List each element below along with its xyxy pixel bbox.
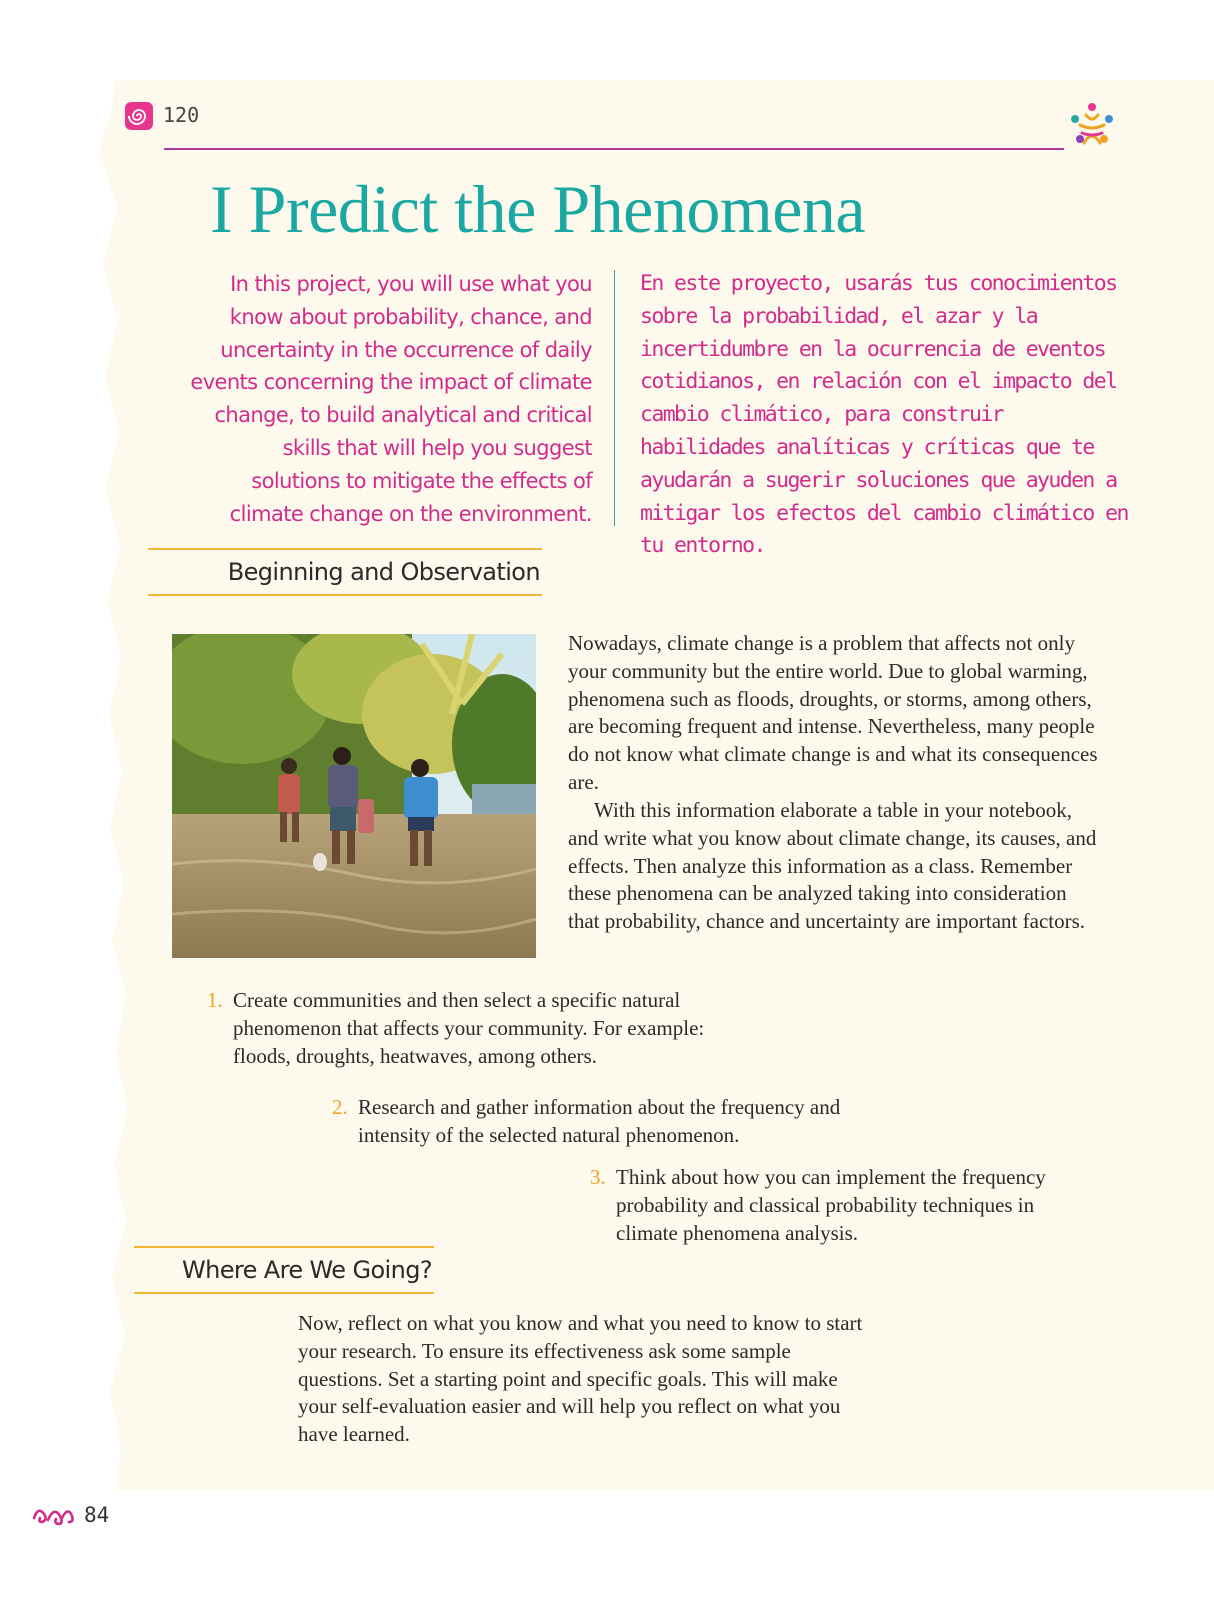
people-circle-emblem-icon — [1066, 99, 1118, 151]
reflection-paragraph: Now, reflect on what you know and what you need to know to start your research. To ensure its effectiveness ask some sample questions. Set a starting point and specific goals. This will make your self-evaluation easier and will help you reflect on what you have learned. — [298, 1311, 863, 1447]
step-text: Research and gather information about the frequency and intensity of the selected natural phenomenon. — [358, 1095, 841, 1147]
decorative-swirl-icon — [30, 1502, 76, 1528]
step-text: Think about how you can implement the frequency probability and classical probability techniques in climate phenomena analysis. — [616, 1165, 1046, 1245]
page-title: I Predict the Phenomena — [210, 171, 866, 247]
intro-english: In this project, you will use what you know about probability, chance, and uncertainty in the occurrence of daily events concerning the impact of climate change, to build analytical and critical skills that will help you suggest solutions to mitigate the effects of climate change on the environment. — [190, 272, 592, 526]
top-page-number: 120 — [163, 103, 200, 127]
section-heading-beginning: Beginning and Observation — [148, 548, 542, 596]
intro-paragraph-1: Nowadays, climate change is a problem that affects not only your community but the entire world. Due to global warming, phenomena such as floods, droughts, or storms, among others, are becoming frequent and intense. Nevertheless, many people do not know what climate change is and what its consequences are. — [568, 631, 1098, 794]
section-heading-where-going: Where Are We Going? — [134, 1246, 434, 1294]
intro-divider — [614, 270, 615, 526]
step-text: Create communities and then select a specific natural phenomenon that affects your community. For example: floods, droughts, heatwaves, among others. — [233, 988, 705, 1068]
header-rule — [164, 148, 1064, 150]
step-number: 3. — [590, 1165, 606, 1189]
flooded-street-people-walking-photo — [172, 634, 536, 958]
step-number: 2. — [332, 1095, 348, 1119]
intro-spanish: En este proyecto, usarás tus conocimientos sobre la probabilidad, el azar y la incertidumbre en la ocurrencia de eventos cotidianos, en relación con el impacto del cambio climático, para construir habilidades analíticas y críticas que te ayudarán a sugerir soluciones que ayuden a mitigar los efectos del cambio climático en tu entorno. — [640, 271, 1128, 559]
step-number: 1. — [207, 988, 223, 1012]
bottom-page-number: 84 — [84, 1503, 110, 1527]
spiral-ornament-icon — [124, 101, 154, 131]
intro-paragraph-2: With this information elaborate a table in your notebook, and write what you know about climate change, its causes, and effects. Then analyze this information as a class. Remember these phenomena can be analyzed taking into consideration that probability, chance and uncertainty are important factors. — [568, 798, 1097, 934]
